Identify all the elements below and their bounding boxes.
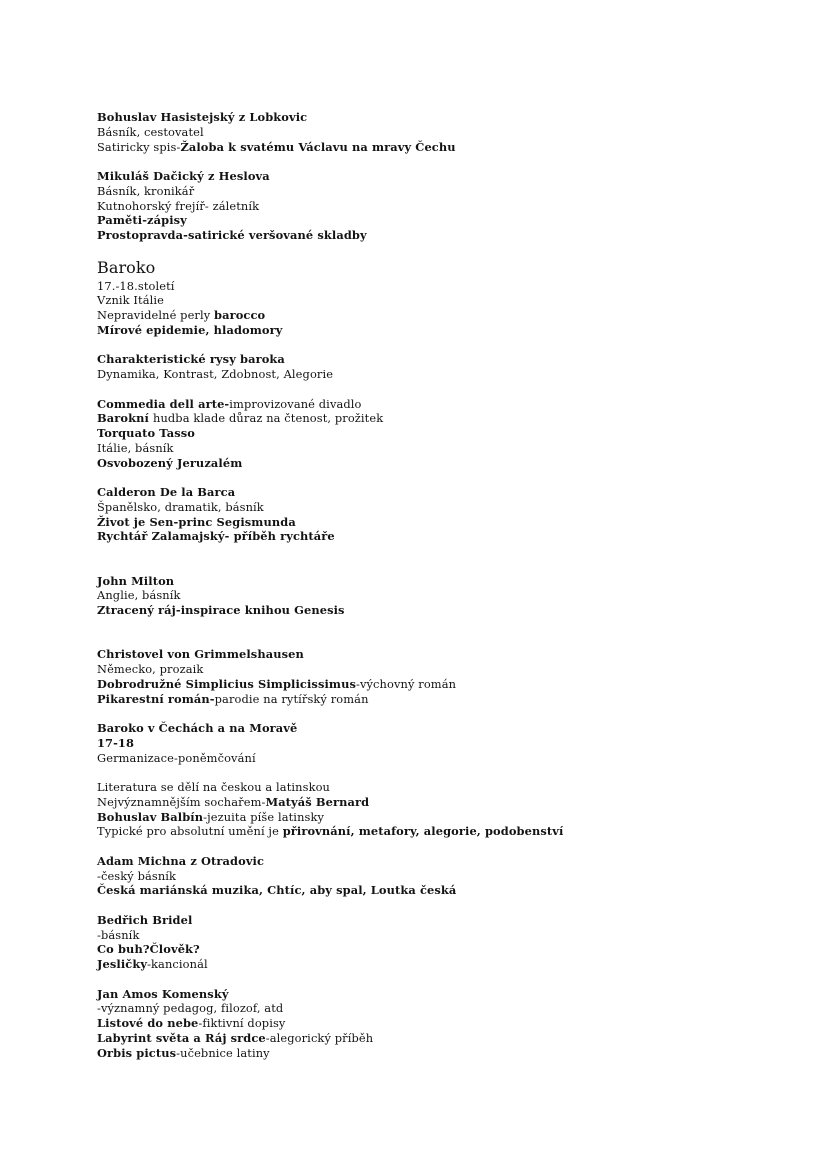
text-line xyxy=(97,279,757,294)
line-segment-primary: Itálie, básník xyxy=(97,440,174,455)
line-segment-primary: 17.-18.století xyxy=(97,278,175,293)
text-line xyxy=(97,957,757,972)
line-segment-primary: Typické pro absolutní umění je xyxy=(97,824,283,839)
line-segment-primary: Torquato Tasso xyxy=(97,426,196,440)
line-segment-primary: Ztracený ráj-inspirace knihou Genesis xyxy=(97,603,345,617)
text-line xyxy=(97,456,757,471)
text-line xyxy=(97,692,757,707)
text-line xyxy=(97,854,757,869)
line-segment-primary: Paměti-zápisy xyxy=(97,213,187,228)
line-segment-primary: 17-18 xyxy=(97,735,134,750)
text-line xyxy=(97,662,757,677)
text-line xyxy=(97,603,757,618)
line-segment-primary: Mírové epidemie, hladomory xyxy=(97,322,283,337)
line-segment-primary: John Milton xyxy=(97,573,175,588)
line-segment-primary: Labyrint světa a Ráj srdce xyxy=(97,1030,266,1045)
text-line xyxy=(97,588,757,603)
line-segment-primary: Bohuslav Hasistejský z Lobkovic xyxy=(97,110,308,124)
line-segment-primary: Básník, cestovatel xyxy=(97,124,204,139)
line-segment-primary: Orbis pictus xyxy=(97,1045,177,1060)
text-line xyxy=(97,308,757,323)
line-segment-primary: Nejvýznamnějším sochařem- xyxy=(97,794,266,809)
text-line xyxy=(97,780,757,795)
text-line xyxy=(97,323,757,338)
text-line xyxy=(97,199,757,214)
text-line xyxy=(97,441,757,456)
entry-john-milton xyxy=(97,574,757,618)
entry-mikulas-dacicky xyxy=(97,169,757,243)
line-segment-plain: -učebnice latiny xyxy=(176,1045,270,1060)
text-line xyxy=(97,485,757,500)
section-baroko-v-cechach xyxy=(97,721,757,765)
entry-bedrich-bridel xyxy=(97,913,757,972)
entry-adam-michna xyxy=(97,854,757,898)
line-segment-plain: -výchovný román xyxy=(356,676,457,691)
line-segment-plain: parodie na rytířský román xyxy=(214,691,369,706)
line-segment-primary: Christovel von Grimmelshausen xyxy=(97,647,304,662)
entry-bohuslav-hasistejsky xyxy=(97,110,757,154)
text-line xyxy=(97,293,757,308)
line-segment-primary: Španělsko, dramatik, básník xyxy=(97,499,264,514)
line-segment-primary: Bohuslav Balbín xyxy=(97,809,204,824)
text-line xyxy=(97,1001,757,1016)
line-segment-primary: Listové do nebe xyxy=(97,1016,199,1030)
text-line xyxy=(97,869,757,884)
line-segment-emphasis: Žaloba k svatému Václavu na mravy Čechu xyxy=(180,139,456,154)
text-line xyxy=(97,1046,757,1061)
line-segment-primary: Česká mariánská muzika, Chtíc, aby spal, Loutka česká xyxy=(97,883,457,898)
line-segment-plain: hudba klade důraz na čtenost, prožitek xyxy=(153,411,384,426)
text-line xyxy=(97,810,757,825)
line-segment-emphasis: Matyáš Bernard xyxy=(265,794,370,809)
text-line xyxy=(97,140,757,155)
text-line xyxy=(97,110,757,125)
text-line xyxy=(97,411,757,426)
line-segment-primary: Baroko v Čechách a na Moravě xyxy=(97,721,298,735)
text-line xyxy=(97,426,757,441)
text-line xyxy=(97,1016,757,1031)
text-line xyxy=(97,677,757,692)
line-segment-primary: Bedřich Bridel xyxy=(97,912,193,927)
line-segment-primary: Germanizace-poněmčování xyxy=(97,750,256,765)
line-segment-primary: Nepravidelné perly xyxy=(97,308,215,322)
section-heading: Baroko xyxy=(97,257,156,277)
line-segment-primary: Dobrodružné Simplicius Simplicissimus xyxy=(97,676,356,691)
text-line xyxy=(97,736,757,751)
text-line xyxy=(97,228,757,243)
entry-calderon-de-la-barca xyxy=(97,485,757,544)
text-line xyxy=(97,647,757,662)
line-segment-primary: Jesličky xyxy=(97,957,148,971)
line-segment-primary: Commedia dell arte- xyxy=(97,396,230,411)
text-line xyxy=(97,213,757,228)
text-line xyxy=(97,942,757,957)
line-segment-primary: Život je Sen-princ Segismunda xyxy=(97,514,296,529)
text-line xyxy=(97,1031,757,1046)
line-segment-plain: -jezuita píše latinsky xyxy=(203,809,325,824)
line-segment-primary: Pikarestní román- xyxy=(97,691,215,706)
text-line xyxy=(97,574,757,589)
line-segment-primary: Barokní xyxy=(97,411,153,426)
entry-jan-amos-komensky xyxy=(97,987,757,1061)
text-line xyxy=(97,352,757,367)
text-line xyxy=(97,913,757,928)
entry-literatura-deleni xyxy=(97,780,757,839)
text-line xyxy=(97,367,757,382)
entry-grimmelshausen xyxy=(97,647,757,706)
line-segment-emphasis: přirovnání, metafory, alegorie, podobenství xyxy=(282,824,564,839)
text-line xyxy=(97,928,757,943)
line-segment-plain: -fiktivní dopisy xyxy=(198,1016,286,1030)
line-segment-primary: Anglie, básník xyxy=(97,588,181,603)
text-line xyxy=(97,125,757,140)
text-line xyxy=(97,824,757,839)
text-line xyxy=(97,795,757,810)
text-line xyxy=(97,883,757,898)
line-segment-primary: -významný pedagog, filozof, atd xyxy=(97,1001,284,1016)
text-line xyxy=(97,721,757,736)
line-segment-primary: Mikuláš Dačický z Heslova xyxy=(97,169,270,183)
text-line xyxy=(97,397,757,412)
line-segment-primary: -český básník xyxy=(97,868,177,883)
section-baroko xyxy=(97,258,757,338)
line-segment-primary: Rychtář Zalamajský- příběh rychtáře xyxy=(97,529,335,544)
line-segment-primary: Vznik Itálie xyxy=(97,293,164,308)
line-segment-primary: Literatura se dělí na českou a latinskou xyxy=(97,780,331,794)
line-segment-plain: -alegorický příběh xyxy=(265,1030,374,1045)
line-segment-primary: Calderon De la Barca xyxy=(97,485,236,499)
line-segment-emphasis: barocco xyxy=(214,308,266,322)
line-segment-primary: Dynamika, Kontrast, Zdobnost, Alegorie xyxy=(97,367,334,381)
line-segment-plain: -kancionál xyxy=(147,957,208,971)
text-line xyxy=(97,169,757,184)
text-line xyxy=(97,515,757,530)
line-segment-primary: Co buh?Člověk? xyxy=(97,942,200,957)
line-segment-primary: -básník xyxy=(97,927,140,942)
text-line xyxy=(97,529,757,544)
text-line xyxy=(97,751,757,766)
text-line xyxy=(97,987,757,1002)
entry-charakteristicke-rysy xyxy=(97,352,757,382)
line-segment-primary: Kutnohorský frejíř- záletník xyxy=(97,198,260,213)
line-segment-primary: Prostopravda-satirické veršované skladby xyxy=(97,228,367,242)
document-text-body xyxy=(97,110,757,1060)
line-segment-primary: Charakteristické rysy baroka xyxy=(97,352,285,367)
line-segment-primary: Adam Michna z Otradovic xyxy=(97,853,265,868)
line-segment-primary: Básník, kronikář xyxy=(97,183,195,198)
line-segment-primary: Jan Amos Komenský xyxy=(97,986,229,1001)
entry-torquato-tasso xyxy=(97,397,757,471)
text-line xyxy=(97,184,757,199)
line-segment-primary: Německo, prozaik xyxy=(97,662,204,676)
line-segment-primary: Satiricky spis- xyxy=(97,139,181,154)
line-segment-plain: improvizované divadlo xyxy=(229,396,362,411)
line-segment-primary: Osvobozený Jeruzalém xyxy=(97,455,243,470)
text-line xyxy=(97,500,757,515)
